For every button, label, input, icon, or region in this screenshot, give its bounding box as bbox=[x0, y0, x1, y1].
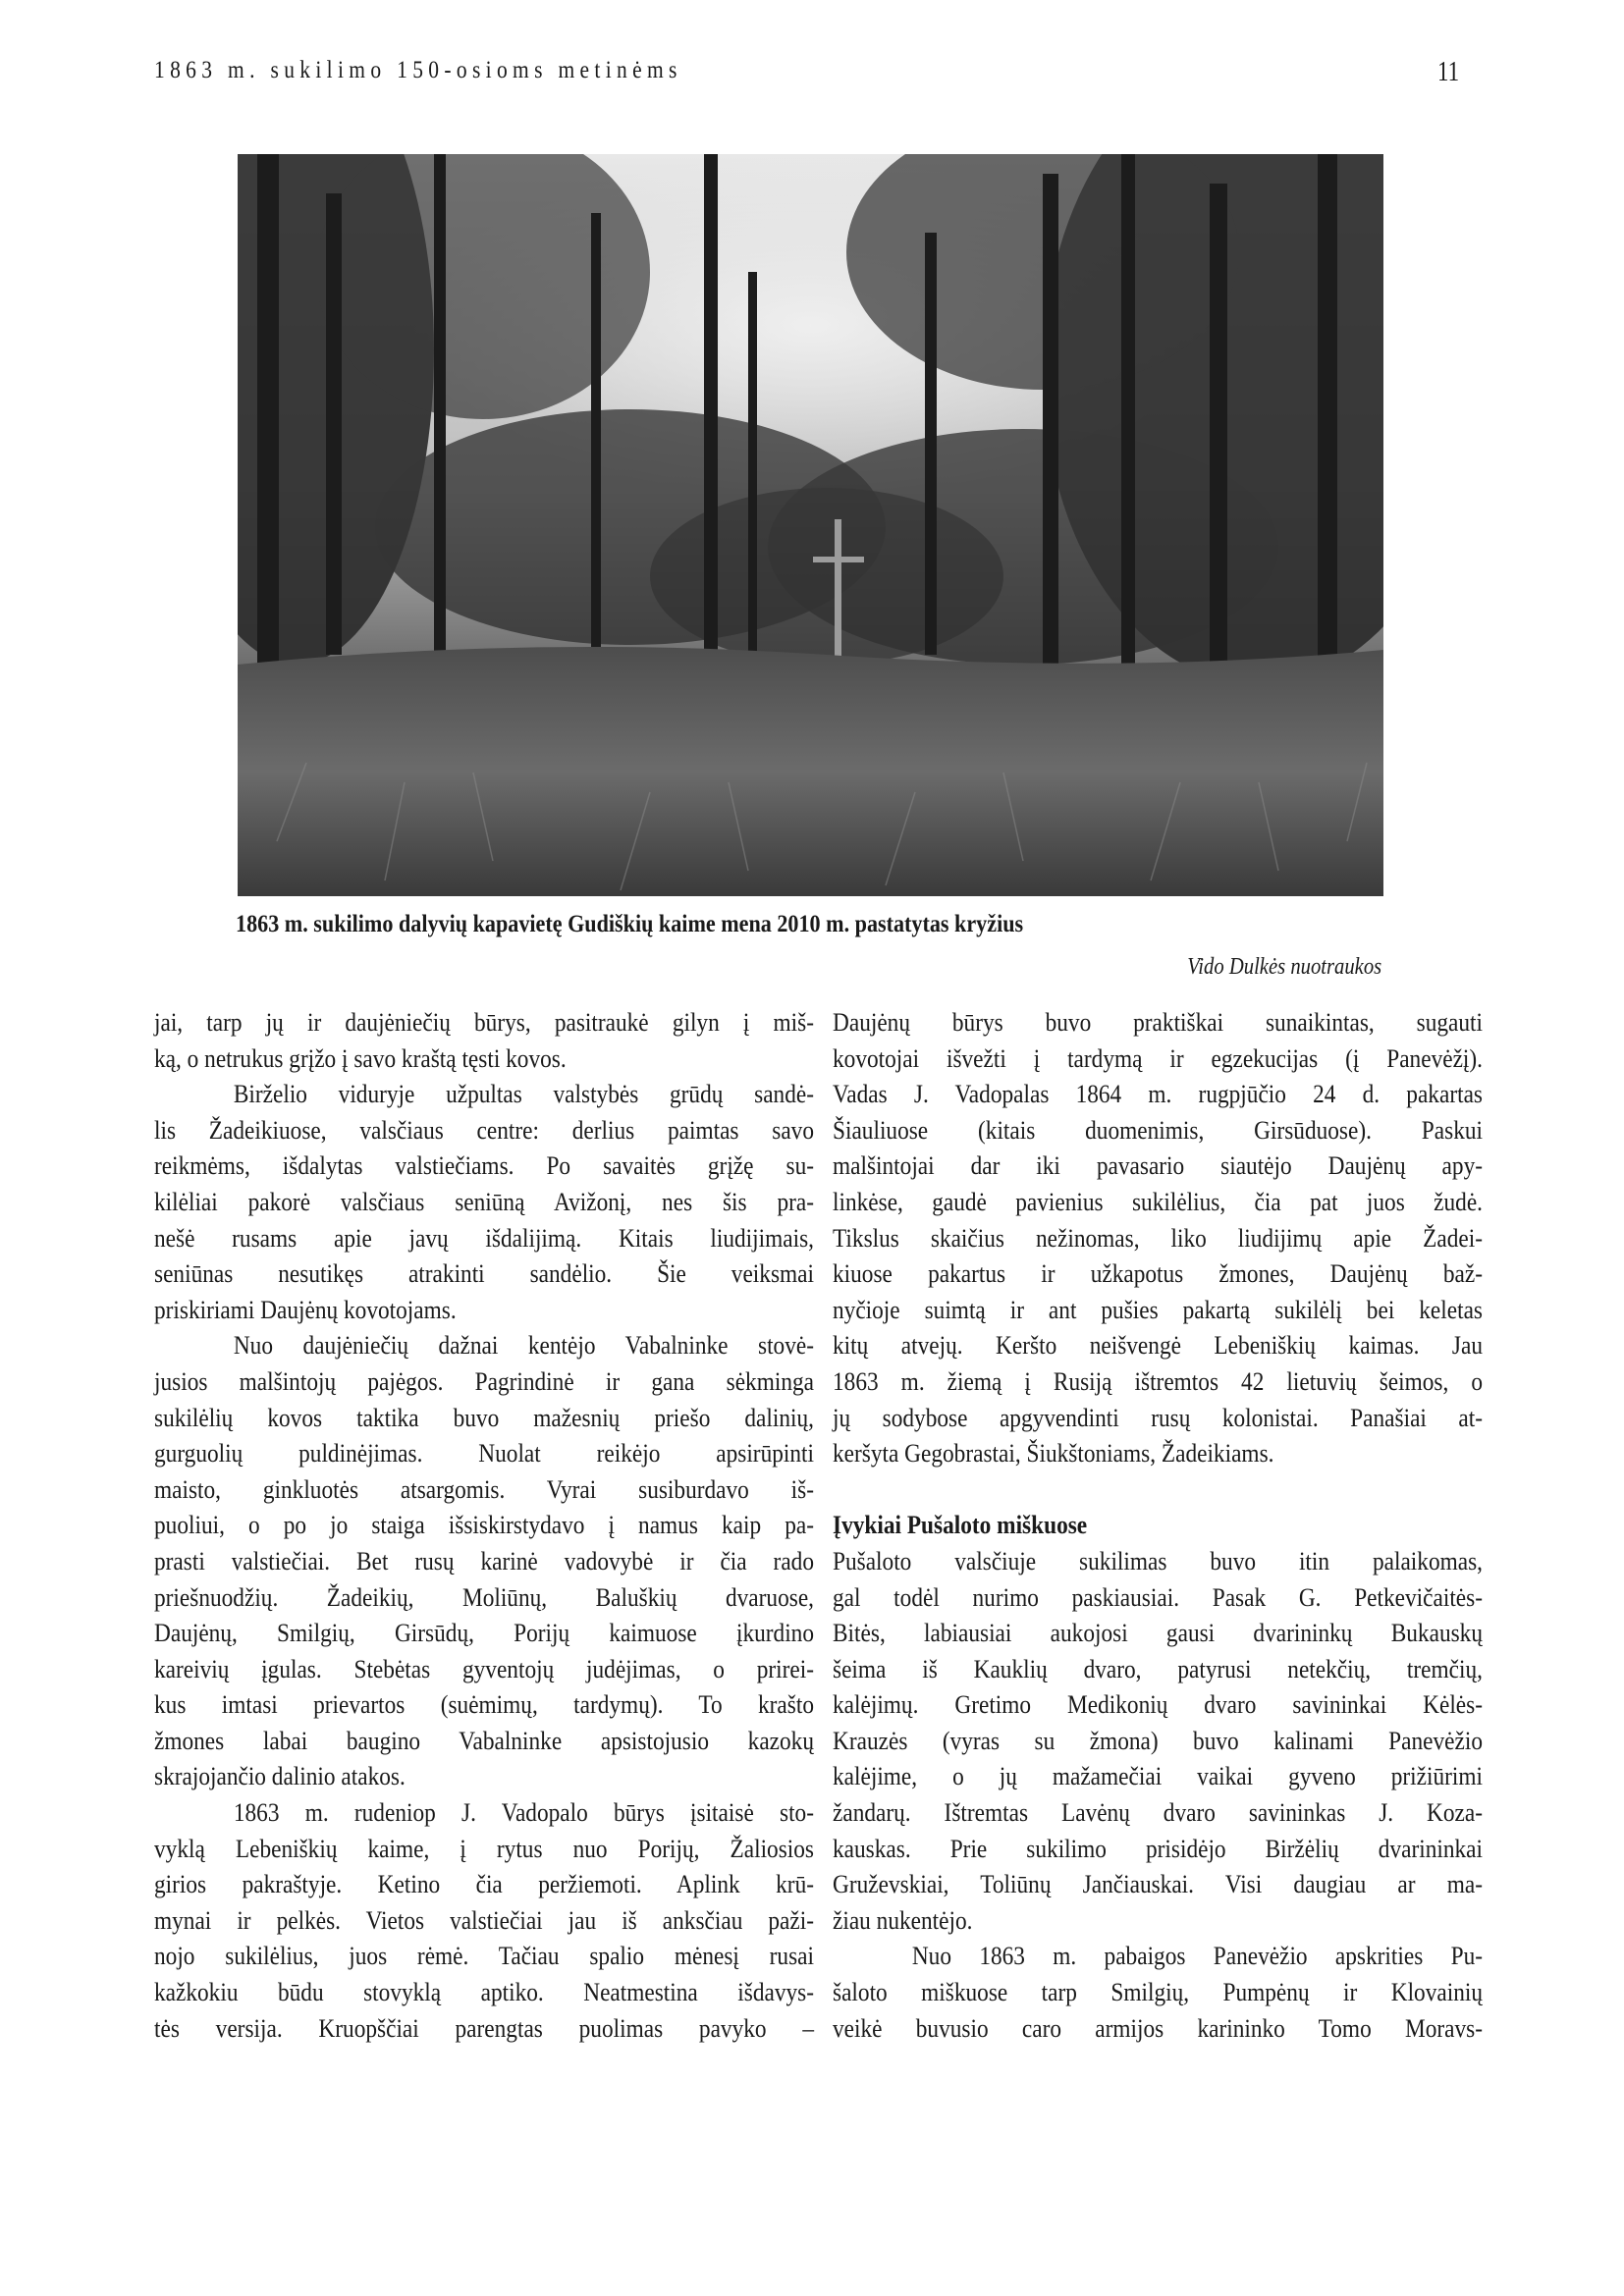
text-line: kilėliai pakorė valsčiaus seniūną Avižonį, nes šis pra- bbox=[154, 1186, 814, 1216]
text-line: Birželio viduryje užpultas valstybės grūdų sandė- bbox=[233, 1079, 814, 1109]
text-line: Daujėnų būrys buvo praktiškai sunaikintas, sugauti bbox=[833, 1007, 1484, 1037]
text-line: tės versija. Kruopščiai parengtas puolimas pavyko – bbox=[154, 2012, 815, 2043]
figure-caption: 1863 m. sukilimo dalyvių kapavietę Gudiškių kaime mena 2010 m. pastatytas kryžius bbox=[236, 911, 1024, 937]
text-line: priskiriami Daujėnų kovotojams. bbox=[154, 1294, 457, 1324]
text-line: girios pakraštyje. Ketino čia peržiemoti. Aplink krū- bbox=[154, 1869, 815, 1899]
left-text-column bbox=[154, 1004, 814, 2046]
section-spacer bbox=[833, 1471, 1483, 1508]
text-line: 1863 m. žiemą į Rusiją ištremtos 42 lietuvių šeimos, o bbox=[833, 1365, 1484, 1396]
text-line: gal todėl nurimo paskiausiai. Pasak G. Petkevičaitės- bbox=[833, 1581, 1483, 1612]
text-line: nešė rusams apie javų išdalijimą. Kitais liudijimais, bbox=[154, 1222, 814, 1253]
text-line: nojo sukilėlius, juos rėmė. Tačiau spalio mėnesį rusai bbox=[154, 1941, 815, 1971]
text-line: vyklą Lebeniškių kaime, į rytus nuo Porijų, Žaliosios bbox=[154, 1833, 815, 1863]
text-line: priešnuodžių. Žadeikių, Moliūnų, Baluškių dvaruose, bbox=[154, 1581, 815, 1612]
photo-illustration bbox=[238, 154, 1383, 896]
text-line: kažkokiu būdu stovyklą aptiko. Neatmestina išdavys- bbox=[154, 1977, 815, 2007]
text-line: Šiauliuose (kitais duomenimis, Girsūduose). Paskui bbox=[833, 1114, 1484, 1145]
photo-grass bbox=[238, 647, 1383, 896]
text-line: linkėse, gaudė pavienius sukilėlius, čia pat juos žudė. bbox=[833, 1186, 1483, 1216]
text-line: kus imtasi prievartos (suėmimų, tardymų). To krašto bbox=[154, 1689, 815, 1720]
text-line: Nuo 1863 m. pabaigos Panevėžio apskrities Pu- bbox=[911, 1941, 1483, 1971]
text-line: lis Žadeikiuose, valsčiaus centre: derlius paimtas savo bbox=[154, 1114, 814, 1145]
text-line: žmones labai baugino Vabalninke apsistojusio kazokų bbox=[154, 1725, 815, 1755]
text-line: 1863 m. rudeniop J. Vadopalo būrys įsitaisė sto- bbox=[233, 1797, 814, 1828]
text-line: šaloto miškuose tarp Smilgių, Pumpėnų ir Klovainių bbox=[833, 1977, 1483, 2007]
right-column-body-before-heading bbox=[833, 1004, 1483, 1471]
text-line: Daujėnų, Smilgių, Girsūdų, Porijų kaimuose įkurdino bbox=[154, 1618, 815, 1648]
text-line: jų sodybose apgyvendinti rusų kolonistai. Panašiai at- bbox=[833, 1402, 1483, 1432]
text-line: Krauzės (vyras su žmona) buvo kalinami Panevėžio bbox=[833, 1725, 1484, 1755]
forest-cross-photo bbox=[238, 154, 1383, 896]
text-line: jusios malšintojų pajėgos. Pagrindinė ir gana sėkminga bbox=[154, 1365, 815, 1396]
right-text-column bbox=[833, 1004, 1483, 2046]
text-line: malšintojai dar iki pavasario siautėjo Daujėnų apy- bbox=[833, 1150, 1483, 1181]
text-line: Pušaloto valsčiuje sukilimas buvo itin palaikomas, bbox=[833, 1545, 1483, 1575]
text-line: reikmėms, išdalytas valstiečiams. Po savaitės grįžę su- bbox=[154, 1150, 815, 1181]
text-line: mynai ir pelkės. Vietos valstiečiai jau iš anksčiau paži- bbox=[154, 1904, 815, 1935]
text-line: Bitės, labiausiai aukojosi gausi dvarininkų Bukauskų bbox=[833, 1618, 1484, 1648]
text-line: kitų atvejų. Keršto neišvengė Lebeniškių kaimas. Jau bbox=[833, 1330, 1483, 1361]
text-line: kareivių įgulas. Stebėtas gyventojų judėjimas, o prirei- bbox=[154, 1653, 815, 1683]
text-line: puoliui, o po jo staiga išsiskirstydavo į namus kaip pa- bbox=[154, 1510, 815, 1540]
text-line: ką, o netrukus grįžo į savo kraštą tęsti kovos. bbox=[154, 1042, 567, 1073]
text-line: maisto, ginkluotės atsargomis. Vyrai susiburdavo iš- bbox=[154, 1473, 815, 1504]
right-column-body-after-heading bbox=[833, 1543, 1483, 2046]
text-line: Tikslus skaičius nežinomas, liko liudijimų apie Žadei- bbox=[833, 1222, 1483, 1253]
text-line: skrajojančio dalinio atakos. bbox=[154, 1761, 406, 1791]
text-line: šeima iš Kauklių dvaro, patyrusi netekčių, tremčių, bbox=[833, 1653, 1483, 1683]
text-line: kovotojai išvežti į tardymą ir egzekucijas (į Panevėžį). bbox=[833, 1042, 1484, 1073]
text-line: kauskas. Prie sukilimo prisidėjo Biržėlių dvarininkai bbox=[833, 1833, 1484, 1863]
photo-credit: Vido Dulkės nuotraukos bbox=[1187, 954, 1381, 980]
text-line: prasti valstiečiai. Bet rusų karinė vadovybė ir čia rado bbox=[154, 1545, 815, 1575]
section-heading: Įvykiai Pušaloto miškuose bbox=[833, 1510, 1088, 1540]
text-line: nyčioje suimtą ir ant pušies pakartą sukilėlį bei keletas bbox=[833, 1294, 1484, 1324]
text-line: kalėjime, o jų mažamečiai vaikai gyveno prižiūrimi bbox=[833, 1761, 1484, 1791]
text-line: sukilėlių kovos taktika buvo mažesnių priešo dalinių, bbox=[154, 1402, 815, 1432]
text-line: žiau nukentėjo. bbox=[833, 1904, 973, 1935]
text-line: veikė buvusio caro armijos karininko Tomo Moravs- bbox=[833, 2012, 1484, 2043]
text-line: jai, tarp jų ir daujėniečių būrys, pasitraukė gilyn į miš- bbox=[154, 1007, 815, 1037]
text-line: Gruževskiai, Toliūnų Jančiauskai. Visi daugiau ar ma- bbox=[833, 1869, 1484, 1899]
text-line: Nuo daujėniečių dažnai kentėjo Vabalninke stovė- bbox=[233, 1330, 814, 1361]
text-line: keršyta Gegobrastai, Šiukštoniams, Žadeikiams. bbox=[833, 1438, 1274, 1468]
text-line: žandarų. Ištremtas Lavėnų dvaro savininkas J. Koza- bbox=[833, 1797, 1484, 1828]
text-line: Vadas J. Vadopalas 1864 m. rugpjūčio 24 d. pakartas bbox=[833, 1079, 1483, 1109]
running-header-title: 1863 m. sukilimo 150-osioms metinėms bbox=[154, 57, 682, 83]
text-line: gurguolių puldinėjimas. Nuolat reikėjo apsirūpinti bbox=[154, 1438, 814, 1468]
text-line: kalėjimų. Gretimo Medikonių dvaro savininkai Kėlės- bbox=[833, 1689, 1483, 1720]
text-line: kiuose pakartus ir užkapotus žmones, Daujėnų baž- bbox=[833, 1258, 1484, 1289]
page-number: 11 bbox=[1437, 57, 1460, 87]
text-line: seniūnas nesutikęs atrakinti sandėlio. Šie veiksmai bbox=[154, 1258, 814, 1289]
